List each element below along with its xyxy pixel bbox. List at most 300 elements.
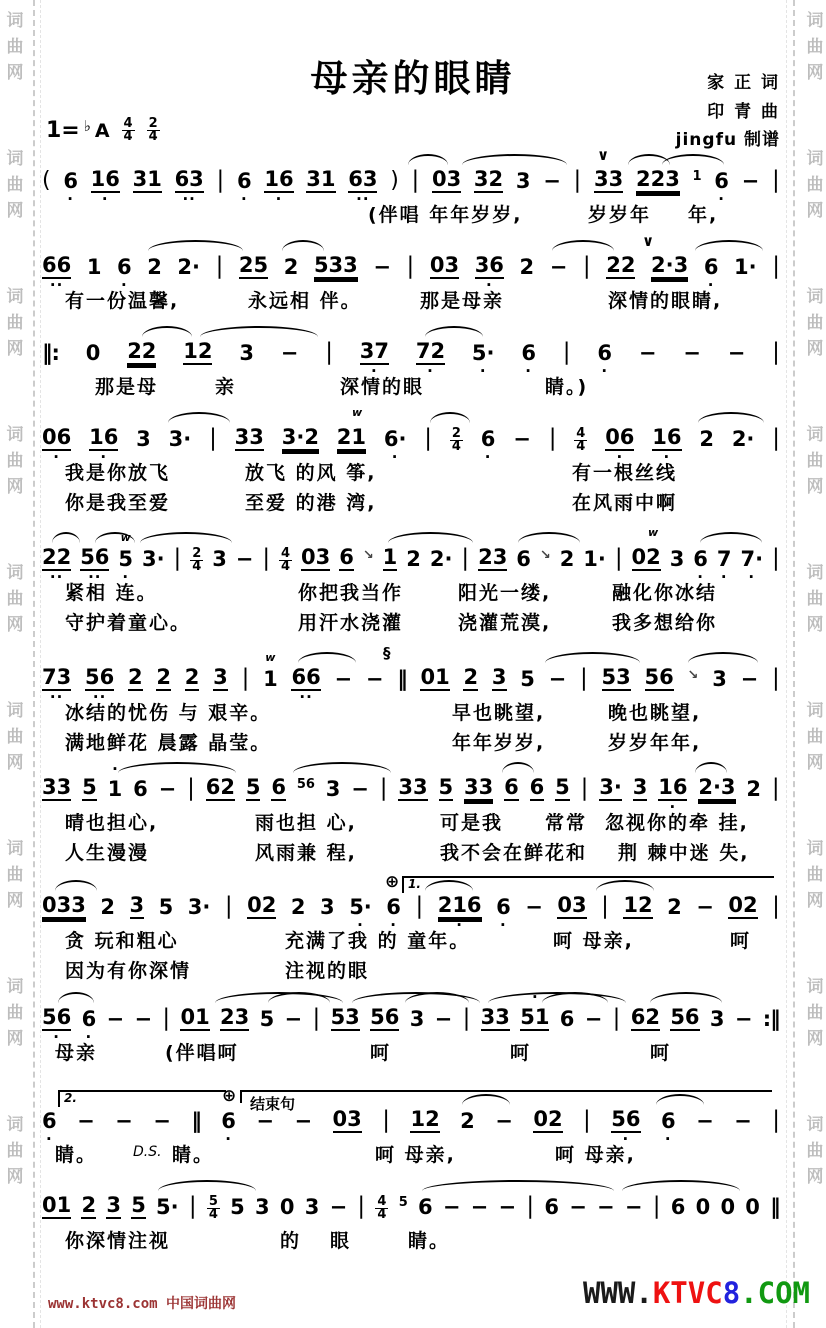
time-sig-numerator: 5 <box>208 1194 218 1209</box>
note-digits: 56 <box>80 545 110 569</box>
watermark-text: 词 <box>806 563 824 583</box>
note-digits: 6 <box>386 895 401 919</box>
note-digits: 2 <box>699 427 714 451</box>
lyric-segment: 有一根丝线 <box>572 462 678 484</box>
music-system <box>42 644 780 758</box>
lyric-segment: 亲 <box>215 376 237 398</box>
note-digits: 36 <box>474 253 504 277</box>
note-token: − <box>741 169 760 193</box>
note-token <box>693 169 702 184</box>
note-token <box>632 545 661 571</box>
notation-decorations <box>42 1172 780 1192</box>
note-token <box>720 1195 735 1219</box>
watermark-text: 词 <box>806 977 824 997</box>
coda-icon: ⊕ <box>222 1086 237 1106</box>
note-token: | <box>580 665 588 691</box>
note-token: − <box>696 895 714 919</box>
inline-time-signature <box>450 418 463 453</box>
note-token <box>544 1195 559 1219</box>
lyric-segment: 雨也担 心, <box>255 812 357 834</box>
note-token <box>597 341 612 380</box>
time-signature <box>122 118 135 143</box>
lyric-segment: 常常 <box>545 812 588 834</box>
octave-dot-below: · <box>720 568 728 586</box>
note-token <box>745 1195 760 1219</box>
ending-label: 结束句 <box>250 1095 296 1113</box>
octave-dot-below: · <box>707 276 715 294</box>
note-token <box>87 255 102 279</box>
note-digits: 3· <box>599 775 622 799</box>
note-token <box>399 1195 408 1210</box>
note-digits: 3· <box>168 427 192 451</box>
note-token: − <box>584 1007 603 1031</box>
lyric-line <box>42 608 780 638</box>
watermark-text: 网 <box>6 1029 24 1049</box>
note-token <box>331 1005 360 1031</box>
watermark-text: 网 <box>806 1029 824 1049</box>
note-token <box>605 425 635 466</box>
time-signature <box>375 1196 388 1221</box>
slur-arc <box>502 762 534 773</box>
notation-decorations <box>42 318 780 338</box>
slur-arc <box>425 326 483 337</box>
lyric-segment: 呵 母亲, <box>555 1144 636 1166</box>
note-token <box>127 339 156 365</box>
note-token <box>131 1193 146 1219</box>
key-letter: A <box>94 119 110 142</box>
note-token: | <box>406 253 415 279</box>
octave-dot-below: · <box>748 568 756 586</box>
note-token: | <box>562 339 571 365</box>
notation-line <box>42 338 780 380</box>
note-token: | <box>379 775 388 801</box>
watermark-text: 网 <box>6 1167 24 1187</box>
note-token <box>337 425 366 451</box>
note-digits: 3· <box>187 895 211 919</box>
note-token: | <box>461 545 470 571</box>
note-digits: 5 <box>230 1195 245 1219</box>
lyric-segment: 的 <box>280 1230 302 1252</box>
note-digits: 22 <box>606 253 636 277</box>
note-token: − <box>158 777 177 801</box>
note-digits: 02 <box>728 893 758 917</box>
lyric-segment: 冰结的忧伤 与 艰辛。 <box>65 702 272 724</box>
note-token <box>63 169 78 208</box>
watermark-group <box>2 284 28 362</box>
note-digits: 3 <box>212 547 227 571</box>
watermark-text: 词 <box>6 287 24 307</box>
time-sig-denominator: 4 <box>192 559 202 574</box>
note-digits: 1 <box>107 777 123 801</box>
lyric-segment: 守护着童心。 <box>65 612 192 634</box>
slur-arc <box>650 992 722 1003</box>
note-digits: 53 <box>330 1005 360 1029</box>
note-token <box>430 547 453 571</box>
octave-dot-below: · <box>390 916 397 934</box>
note-token: | <box>582 253 591 279</box>
octave-dot-below: ·· <box>182 190 196 208</box>
notation-line <box>42 1106 780 1148</box>
note-token <box>271 775 286 801</box>
note-token <box>533 1107 562 1133</box>
note-digits: 2· <box>429 547 453 571</box>
note-digits: 6 <box>714 169 729 193</box>
music-system <box>42 1172 780 1256</box>
note-token <box>746 777 761 801</box>
note-token: − <box>373 255 391 279</box>
note-token <box>230 1195 245 1219</box>
note-token <box>740 547 764 586</box>
octave-dot-below: · <box>357 916 364 934</box>
note-digits: 12 <box>410 1107 440 1131</box>
composer-credit: 印 青 曲 <box>707 102 780 122</box>
note-token: − <box>543 169 561 193</box>
lyric-segment: 我不会在鲜花和 <box>440 842 588 864</box>
note-digits: 12 <box>623 893 653 917</box>
note-token <box>291 895 306 919</box>
lyric-segment: 你是我至爱 <box>65 492 171 514</box>
watermark-text: 词 <box>806 149 824 169</box>
octave-dot-below: · <box>616 448 624 466</box>
note-digits: 223 <box>635 167 680 191</box>
slur-arc <box>695 240 763 251</box>
note-token: | <box>614 545 623 571</box>
site-url-text[interactable]: www.ktvc8.com 中国词曲网 <box>48 1296 237 1312</box>
slur-arc <box>118 762 236 773</box>
note-token <box>478 545 507 571</box>
slur-arc <box>408 154 448 165</box>
lyric-segment: 有一份温馨, <box>65 290 180 312</box>
watermark-text: 曲 <box>6 451 24 471</box>
note-token: − <box>106 1007 125 1031</box>
note-digits: 53 <box>601 665 631 689</box>
note-token <box>297 777 315 792</box>
mordent-icon: w <box>352 406 363 419</box>
note-token: | <box>312 1005 321 1031</box>
time-sig-denominator: 4 <box>451 439 461 454</box>
slur-arc <box>622 1180 740 1191</box>
lyric-segment: 你深情注视 <box>65 1230 171 1252</box>
notation-decorations <box>42 872 780 892</box>
note-digits: 5 <box>131 1193 146 1217</box>
slur-arc <box>200 326 318 337</box>
inline-time-signature <box>574 418 587 453</box>
note-token <box>339 545 354 571</box>
note-digits: 06 <box>42 425 72 449</box>
note-token <box>156 665 171 691</box>
time-sig-denominator: 4 <box>148 129 158 144</box>
note-digits: 1· <box>583 547 606 571</box>
note-token <box>480 427 496 466</box>
note-digits: 66 <box>42 253 72 277</box>
watermark-text: 网 <box>806 753 824 773</box>
note-token <box>560 1007 575 1031</box>
notation-decorations <box>42 754 780 778</box>
note-token: | <box>771 775 780 801</box>
note-digits: 2 <box>283 255 299 279</box>
note-token <box>90 167 120 208</box>
note-token <box>602 665 631 691</box>
note-digits: 3 <box>136 427 151 451</box>
note-token <box>133 777 148 801</box>
key-tonic: 1= <box>46 118 80 143</box>
note-digits: 03 <box>332 1107 362 1131</box>
lyric-segment: 我多想给你 <box>612 612 718 634</box>
watermark-group <box>802 422 826 500</box>
note-token <box>130 893 145 919</box>
note-token <box>464 775 493 801</box>
octave-dot-below: · <box>122 568 130 586</box>
note-token: | <box>573 167 582 193</box>
note-digits: 3 <box>515 169 531 193</box>
note-token: ‖ <box>397 667 407 691</box>
note-digits: 66 <box>291 665 321 689</box>
note-token <box>437 893 482 934</box>
watermark-text: 词 <box>806 839 824 859</box>
note-token <box>206 775 235 801</box>
note-token <box>42 1109 57 1148</box>
note-token <box>221 1109 236 1148</box>
lyric-line <box>42 200 780 230</box>
octave-dot-below: · <box>391 448 399 466</box>
note-token <box>557 893 586 919</box>
lyric-line <box>42 698 780 728</box>
note-digits: 37 <box>359 339 390 363</box>
volta-bracket: 1. <box>402 876 774 893</box>
octave-dot-below: · <box>484 448 492 466</box>
note-digits: 12 <box>183 339 213 363</box>
note-token: | <box>224 893 233 919</box>
note-token <box>42 253 72 294</box>
note-token: − <box>734 1109 752 1133</box>
note-token <box>174 167 204 208</box>
note-token <box>631 1005 660 1031</box>
note-token <box>520 255 535 279</box>
watermark-text: 曲 <box>806 1003 824 1023</box>
watermark-text: 网 <box>6 477 24 497</box>
lyric-segment: 晴也担心, <box>65 812 159 834</box>
octave-dot-below: ·· <box>88 568 102 586</box>
lyric-segment: 呵 <box>730 930 752 952</box>
lyric-line <box>42 956 780 986</box>
note-digits: 2· <box>731 427 755 451</box>
octave-dot-below: · <box>85 1028 93 1046</box>
lyric-segment: 用汗水浇灌 <box>298 612 404 634</box>
note-token <box>82 775 97 801</box>
slur-arc <box>58 992 94 1003</box>
octave-dot-below: · <box>120 276 128 294</box>
note-token <box>106 1193 121 1219</box>
octave-dot-below: · <box>669 798 677 816</box>
octave-dot-below: · <box>718 190 725 208</box>
octave-dot-above: · <box>531 988 538 1006</box>
lyric-segment: 睛。 <box>408 1230 451 1252</box>
time-sig-numerator: 2 <box>148 116 158 131</box>
note-token: | <box>188 1193 197 1219</box>
octave-dot-below: · <box>53 448 60 466</box>
note-token <box>606 253 635 279</box>
time-sig-numerator: 4 <box>576 426 586 441</box>
lyric-segment: 母亲 <box>55 1042 98 1064</box>
lyric-segment: 在风雨中啊 <box>572 492 678 514</box>
note-digits: 3 <box>669 547 685 571</box>
note-token <box>213 665 228 691</box>
note-digits: 3 <box>320 895 335 919</box>
lyric-segment: 融化你冰结 <box>612 582 718 604</box>
watermark-group <box>802 698 826 776</box>
note-digits: 2 <box>81 1193 97 1217</box>
note-token <box>359 339 390 380</box>
note-token <box>282 425 319 451</box>
lyric-segment: 深情的眼 <box>340 376 425 398</box>
note-token: − <box>549 255 568 279</box>
watermark-group <box>2 1112 28 1190</box>
note-token <box>42 425 72 466</box>
note-token: | <box>162 1005 171 1031</box>
watermark-text: 网 <box>6 201 24 221</box>
note-digits: 3 <box>632 775 648 799</box>
note-digits: 6 <box>559 1007 575 1031</box>
note-token: − <box>294 1109 313 1133</box>
note-token <box>398 775 427 801</box>
note-digits: 63 <box>348 167 378 191</box>
lyric-segment: 因为有你深情 <box>65 960 192 982</box>
note-digits: 3 <box>213 665 228 689</box>
note-digits: 0 <box>745 1195 760 1219</box>
note-digits: 2 <box>559 547 575 571</box>
watermark-group <box>2 974 28 1052</box>
note-digits: 5 <box>118 547 133 571</box>
note-token <box>301 545 330 571</box>
note-digits: 6 <box>271 775 286 799</box>
note-token: ‖ <box>191 1109 201 1133</box>
note-digits: 5· <box>156 1195 179 1219</box>
note-digits: 73 <box>42 665 72 689</box>
portamento-arrow-icon: ↘ <box>687 668 699 683</box>
note-token <box>516 547 531 571</box>
note-digits: 6 <box>63 169 78 193</box>
octave-dot-below: · <box>101 190 109 208</box>
note-token <box>42 775 71 801</box>
watermark-text: 网 <box>6 339 24 359</box>
site-logo[interactable] <box>583 1276 810 1310</box>
watermark-text: 网 <box>806 63 824 83</box>
lyric-segment: 阳光一缕, <box>458 582 552 604</box>
lyric-segment: 年年岁岁, <box>452 732 546 754</box>
watermark-text: 曲 <box>806 589 824 609</box>
lyricist-credit: 家 正 词 <box>707 73 780 93</box>
lyric-segment: 人生漫漫 <box>65 842 150 864</box>
lyric-segment: 岁岁年年, <box>608 732 702 754</box>
note-digits: 5 <box>520 667 535 691</box>
watermark-text: 词 <box>806 701 824 721</box>
note-token: ‖ <box>770 1195 780 1219</box>
note-token <box>504 775 519 801</box>
note-digits: 6 <box>236 169 252 193</box>
note-digits: 6 <box>496 895 511 919</box>
note-digits: 72 <box>415 339 446 363</box>
note-token: | <box>325 339 333 365</box>
music-system <box>42 1086 780 1170</box>
note-digits: 31 <box>306 167 336 191</box>
octave-dot-above: · <box>112 760 118 778</box>
margin-divider-right-2 <box>786 0 787 1328</box>
note-token: − <box>77 1109 95 1133</box>
slur-arc <box>52 532 80 543</box>
note-digits: 06 <box>605 425 635 449</box>
music-system <box>42 232 780 316</box>
lyric-segment: 深情的眼睛, <box>608 290 723 312</box>
note-digits: 01 <box>180 1005 210 1029</box>
key-signature <box>46 118 160 143</box>
time-signature <box>207 1196 220 1221</box>
watermark-text: 网 <box>806 615 824 635</box>
note-token <box>185 665 200 691</box>
note-token <box>583 547 606 571</box>
inline-time-signature <box>190 538 203 573</box>
note-token <box>530 775 545 801</box>
note-token <box>255 1195 270 1219</box>
notation-line <box>42 651 780 706</box>
note-digits: 5 <box>398 1195 408 1210</box>
note-token <box>326 777 341 801</box>
note-digits: 62 <box>205 775 235 799</box>
slur-arc <box>142 326 192 337</box>
notation-line <box>42 424 780 466</box>
note-digits: 0 <box>279 1195 295 1219</box>
note-token <box>633 775 648 801</box>
note-token <box>42 545 72 586</box>
note-token: − <box>638 341 657 365</box>
margin-divider-left <box>33 0 35 1328</box>
note-digits: 033 <box>42 893 86 917</box>
note-token <box>611 1107 641 1148</box>
lyric-segment: 那是母 <box>95 376 159 398</box>
note-token: | <box>772 339 780 365</box>
watermark-text: 曲 <box>806 175 824 195</box>
note-token: :‖ <box>762 1007 780 1031</box>
note-token: | <box>772 1107 780 1133</box>
note-token <box>652 425 682 466</box>
note-digits: 2 <box>463 665 479 689</box>
watermark-group <box>802 146 826 224</box>
note-token: | <box>209 425 217 451</box>
note-token <box>439 775 454 801</box>
note-token <box>651 253 688 279</box>
note-token: − <box>597 1195 615 1219</box>
octave-dot-below: ·· <box>49 568 64 586</box>
octave-dot-below: · <box>53 1028 60 1046</box>
octave-dot-below: · <box>45 1130 53 1148</box>
note-digits: 3 <box>255 1195 270 1219</box>
octave-dot-below: · <box>456 916 463 934</box>
note-digits: 33 <box>464 775 494 799</box>
slur-arc <box>55 880 97 891</box>
time-sig-numerator: 4 <box>377 1194 387 1209</box>
note-token: − <box>256 1109 274 1133</box>
note-token <box>698 775 735 801</box>
note-digits: 533 <box>313 253 358 277</box>
note-token <box>183 339 212 365</box>
note-digits: 2·3 <box>698 775 736 799</box>
note-token: − <box>351 777 369 801</box>
watermark-text: 网 <box>806 477 824 497</box>
margin-divider-right <box>793 0 795 1328</box>
site-logo-part: .COM <box>740 1276 810 1310</box>
note-token <box>712 667 727 691</box>
octave-dot-below: ·· <box>49 276 64 294</box>
note-token: | <box>411 167 420 193</box>
